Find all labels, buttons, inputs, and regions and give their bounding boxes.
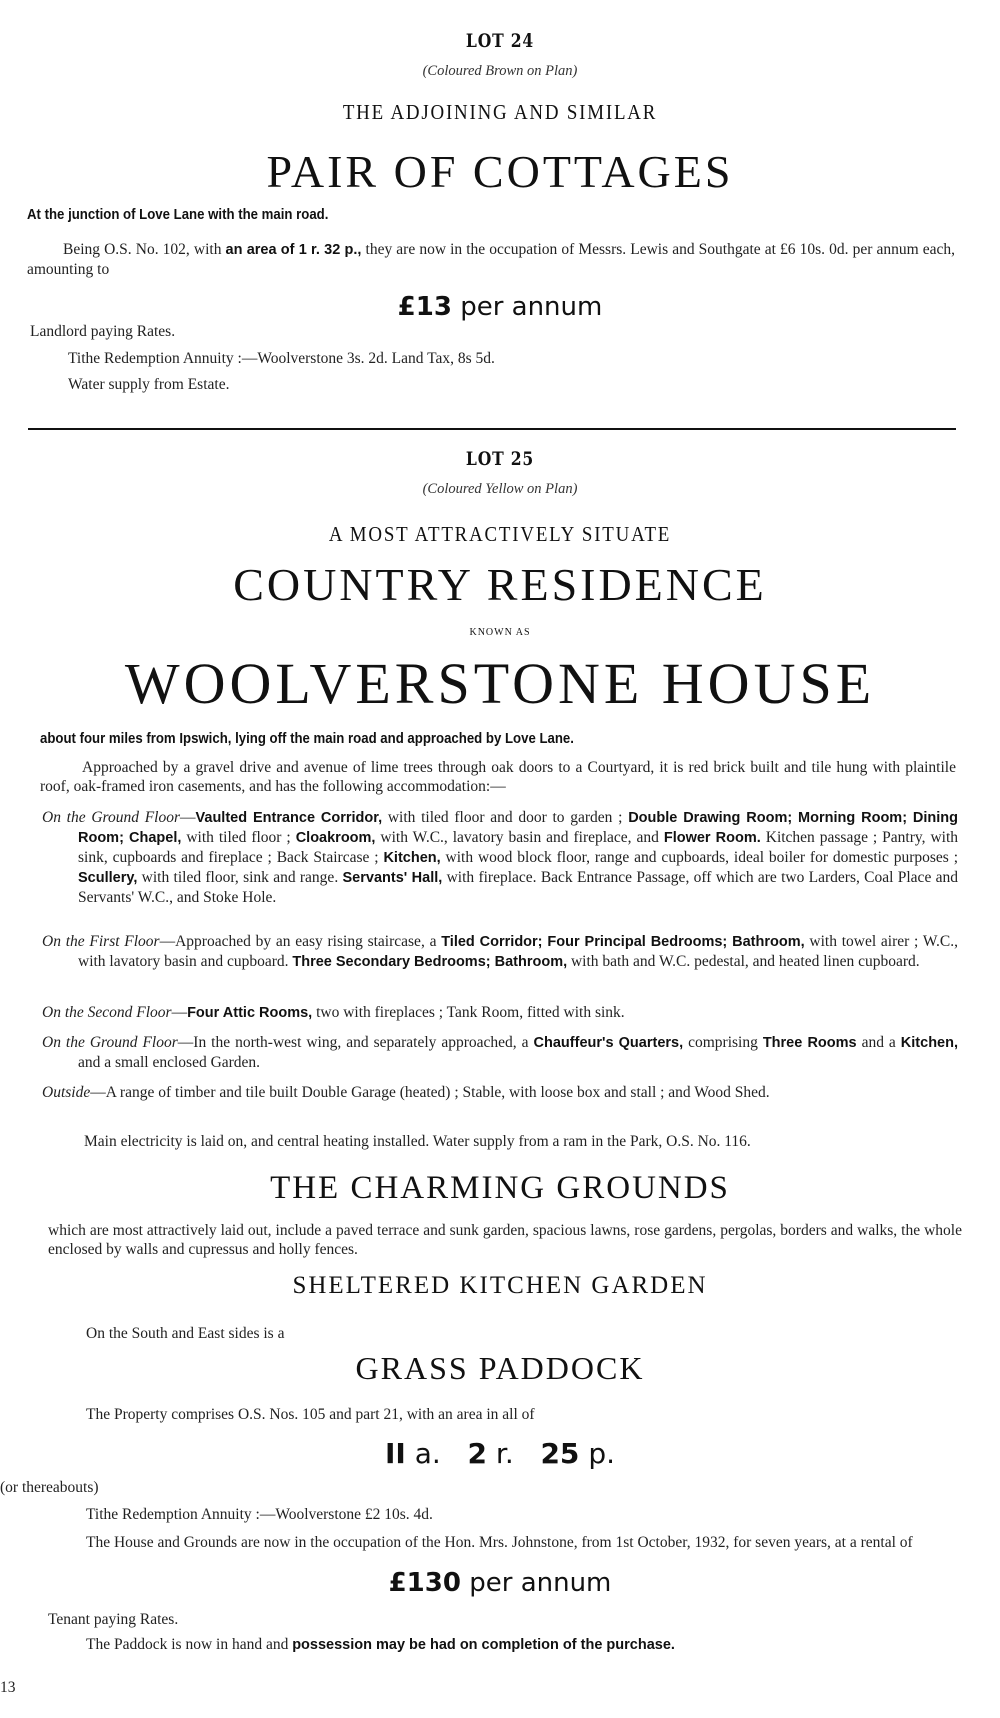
lot-25-location: about four miles from Ipswich, lying off the main road and approached by Love Lane.: [40, 730, 574, 747]
ground-floor-label: On the Ground Floor: [42, 809, 181, 826]
outside-buildings: Outside—A range of timber and tile built Double Garage (heated) ; Stable, with loose box and stall ; and Wood Shed.: [42, 1084, 770, 1101]
section-divider: [28, 428, 956, 430]
lot-25-rent-amount: £130: [388, 1568, 461, 1598]
lot-25-title: COUNTRY RESIDENCE: [233, 559, 767, 610]
lot-25-rates: Tenant paying Rates.: [48, 1611, 179, 1628]
lot-25-rent-period: per annum: [469, 1568, 612, 1598]
ground-floor-accommodation: On the Ground Floor—Vaulted Entrance Corridor, with tiled floor and door to garden ; Double Drawing Room; Morning Room; Dining Room; Chapel, with tiled floor ; Cloakroom, with W.C., lavatory basin and fireplace, and Flower Room. Kitchen passage ; Pantry, with sink, cupboards and fireplace ; Back Staircase ; Kitchen, with wood block floor, range and cupboards, ideal boiler for domestic purposes ; Scullery, with tiled floor, sink and range. Servants' Hall, with fireplace. Back Entrance Passage, off which are two Larders, Coal Place and Servants' W.C., and Stoke Hole.: [42, 809, 959, 906]
area-roods: 2: [467, 1437, 487, 1470]
lot-24-water: Water supply from Estate.: [68, 376, 230, 393]
house-name: WOOLVERSTONE HOUSE: [124, 651, 876, 716]
lot-24-rates: Landlord paying Rates.: [30, 323, 176, 340]
lot-24-location: At the junction of Love Lane with the main road.: [27, 206, 329, 223]
lot-25-rent: [0, 1568, 1000, 1598]
lot-24-description: Being O.S. No. 102, with an area of 1 r. 32 p., they are now in the occupation of Messrs. Lewis and Southgate at £6 10s. 0d. per annum each, amounting to: [27, 241, 956, 278]
paddock-intro: On the South and East sides is a: [86, 1325, 285, 1342]
lot-25-intro: Approached by a gravel drive and avenue of lime trees through oak doors to a Courtyard, it is red brick built and tile hung with plaintile roof, oak-framed iron casements, and has the following accommodation:—: [40, 759, 956, 795]
lot-24-heading-wrap: [0, 30, 1000, 52]
area-perches: 25: [540, 1437, 580, 1470]
known-as-label: KNOWN AS: [469, 627, 531, 638]
lot-24-plan-note: (Coloured Brown on Plan): [422, 63, 578, 79]
ground-floor-wing-label: On the Ground Floor: [42, 1034, 178, 1051]
services: Main electricity is laid on, and central heating installed. Water supply from a ram in the Park, O.S. No. 116.: [84, 1133, 751, 1150]
lot-24-title: PAIR OF COTTAGES: [266, 146, 734, 197]
outside-label: Outside: [42, 1084, 91, 1101]
lot-25-number: LOT 25: [465, 448, 535, 470]
second-floor-label: On the Second Floor: [42, 1004, 172, 1021]
lot-24-area: an area of 1 r. 32 p.,: [225, 242, 362, 258]
paddock-title: GRASS PADDOCK: [355, 1350, 645, 1386]
chauffeur-quarters: On the Ground Floor—In the north-west wing, and separately approached, a Chauffeur's Quarters, comprising Three Rooms and a Kitchen, and a small enclosed Garden.: [42, 1034, 958, 1071]
lot-24-rent: [0, 292, 1000, 322]
grounds-description: which are most attractively laid out, include a paved terrace and sunk garden, spacious lawns, rose gardens, pergolas, borders and walks, the whole enclosed by walls and cupressus and holly fences.: [48, 1222, 962, 1258]
occupation: The House and Grounds are now in the occupation of the Hon. Mrs. Johnstone, from 1st October, 1932, for seven years, at a rental of: [86, 1534, 913, 1551]
total-area: II a. 2 r. 25 p.: [384, 1437, 615, 1470]
property-comprises: The Property comprises O.S. Nos. 105 and part 21, with an area in all of: [86, 1406, 535, 1423]
second-floor-accommodation: On the Second Floor—Four Attic Rooms, two with fireplaces ; Tank Room, fitted with sink.: [42, 1004, 625, 1021]
lot-24-number: LOT 24: [465, 30, 535, 52]
kitchen-garden-heading: SHELTERED KITCHEN GARDEN: [292, 1272, 708, 1299]
possession-bold: possession may be had on completion of the purchase.: [292, 1637, 675, 1653]
area-note: (or thereabouts): [0, 1479, 99, 1496]
lot-25-tithe: Tithe Redemption Annuity :—Woolverstone £2 10s. 4d.: [86, 1506, 433, 1523]
area-acres: II: [384, 1437, 406, 1470]
lot-25-plan-note: (Coloured Yellow on Plan): [422, 481, 578, 497]
lot-24-tithe: Tithe Redemption Annuity :—Woolverstone 3s. 2d. Land Tax, 8s 5d.: [68, 350, 495, 367]
possession: The Paddock is now in hand and possession may be had on completion of the purchase.: [86, 1636, 675, 1653]
first-floor-label: On the First Floor: [42, 933, 160, 950]
lot-24-rent-period: per annum: [460, 292, 603, 322]
lot-24-subheading: THE ADJOINING AND SIMILAR: [342, 100, 658, 124]
lot-24-rent-amount: £13: [397, 292, 452, 322]
grounds-title: THE CHARMING GROUNDS: [270, 1170, 730, 1206]
first-floor-accommodation: On the First Floor—Approached by an easy rising staircase, a Tiled Corridor; Four Principal Bedrooms; Bathroom, with towel airer ; W.C., with lavatory basin and cupboard. Three Secondary Bedrooms; Bathroom, with bath and W.C. pedestal, and heated linen cupboard.: [42, 933, 958, 970]
lot-25-subheading: A MOST ATTRACTIVELY SITUATE: [328, 522, 672, 546]
page-number: 13: [0, 1679, 16, 1696]
